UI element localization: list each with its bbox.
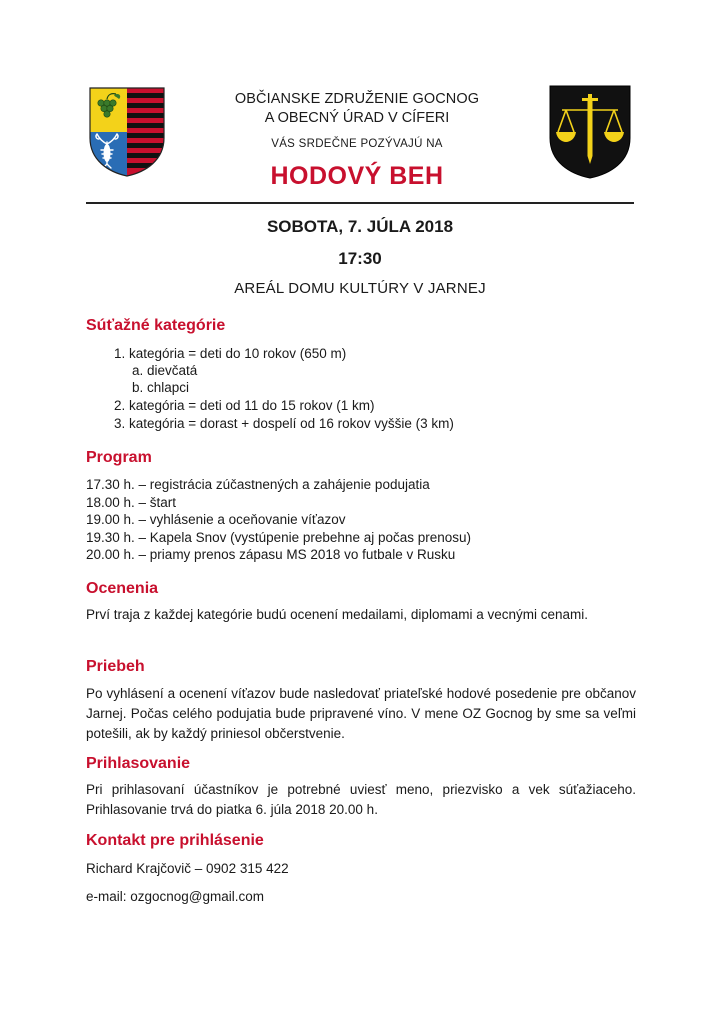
category-subitem: a. dievčatá [132,363,198,378]
awards-text: Prví traja z každej kategórie budú ocenení medailami, diplomami a vecnými cenami. [86,607,588,622]
awards-heading: Ocenenia [86,580,159,597]
contact-heading: Kontakt pre prihlásenie [86,832,264,849]
grapes-crayfish-coat-of-arms-icon [88,86,166,178]
program-item: 17.30 h. – registrácia zúčastnených a zahájenie podujatia [86,477,430,492]
registration-heading: Prihlasovanie [86,755,191,772]
invitation-line: VÁS SRDEČNE POZÝVAJÚ NA [271,138,443,150]
category-item: 1. kategória = deti do 10 rokov (650 m) [114,346,347,361]
contact-email: e-mail: ozgocnog@gmail.com [86,889,265,904]
category-item: 2. kategória = deti od 11 do 15 rokov (1 km) [114,398,375,413]
contact-phone: Richard Krajčovič – 0902 315 422 [86,861,289,876]
program-item: 19.30 h. – Kapela Snov (vystúpenie prebehne aj počas prenosu) [86,530,472,545]
organizer-line-2: A OBECNÝ ÚRAD V CÍFERI [264,110,450,126]
event-time: 17:30 [338,249,382,268]
event-title: HODOVÝ BEH [270,162,444,190]
organizer-line-1: OBČIANSKE ZDRUŽENIE GOCNOG [234,91,480,107]
course-heading: Priebeh [86,658,145,675]
program-item: 20.00 h. – priamy prenos zápasu MS 2018 vo futbale v Rusku [86,547,456,562]
program-item: 18.00 h. – štart [86,495,177,510]
registration-text: Pri prihlasovaní účastníkov je potrebné uviesť meno, priezvisko a vek súťažiaceho. Prihlasovanie trvá do piatka 6. júla 2018 20.00 h. [86,782,636,817]
course-text: Po vyhlásení a ocenení víťazov bude nasledovať priateľské hodové posedenie pre občanov Jarnej. Počas celého podujatia bude pripravené víno. V mene OZ Gocnog by sme sa veľmi potešili, ak by každý priniesol občerstvenie. [86,686,636,741]
categories-heading: Súťažné kategórie [86,317,226,334]
category-item: 3. kategória = dorast + dospelí od 16 rokov vyššie (3 km) [114,416,454,431]
header-divider [86,202,634,204]
category-subitem: b. chlapci [132,380,190,395]
event-venue: AREÁL DOMU KULTÚRY V JARNEJ [234,280,486,297]
event-date: SOBOTA, 7. JÚLA 2018 [266,217,454,236]
scales-sword-coat-of-arms-icon [548,84,632,180]
program-item: 19.00 h. – vyhlásenie a oceňovanie víťazov [86,512,346,527]
program-heading: Program [86,449,152,466]
